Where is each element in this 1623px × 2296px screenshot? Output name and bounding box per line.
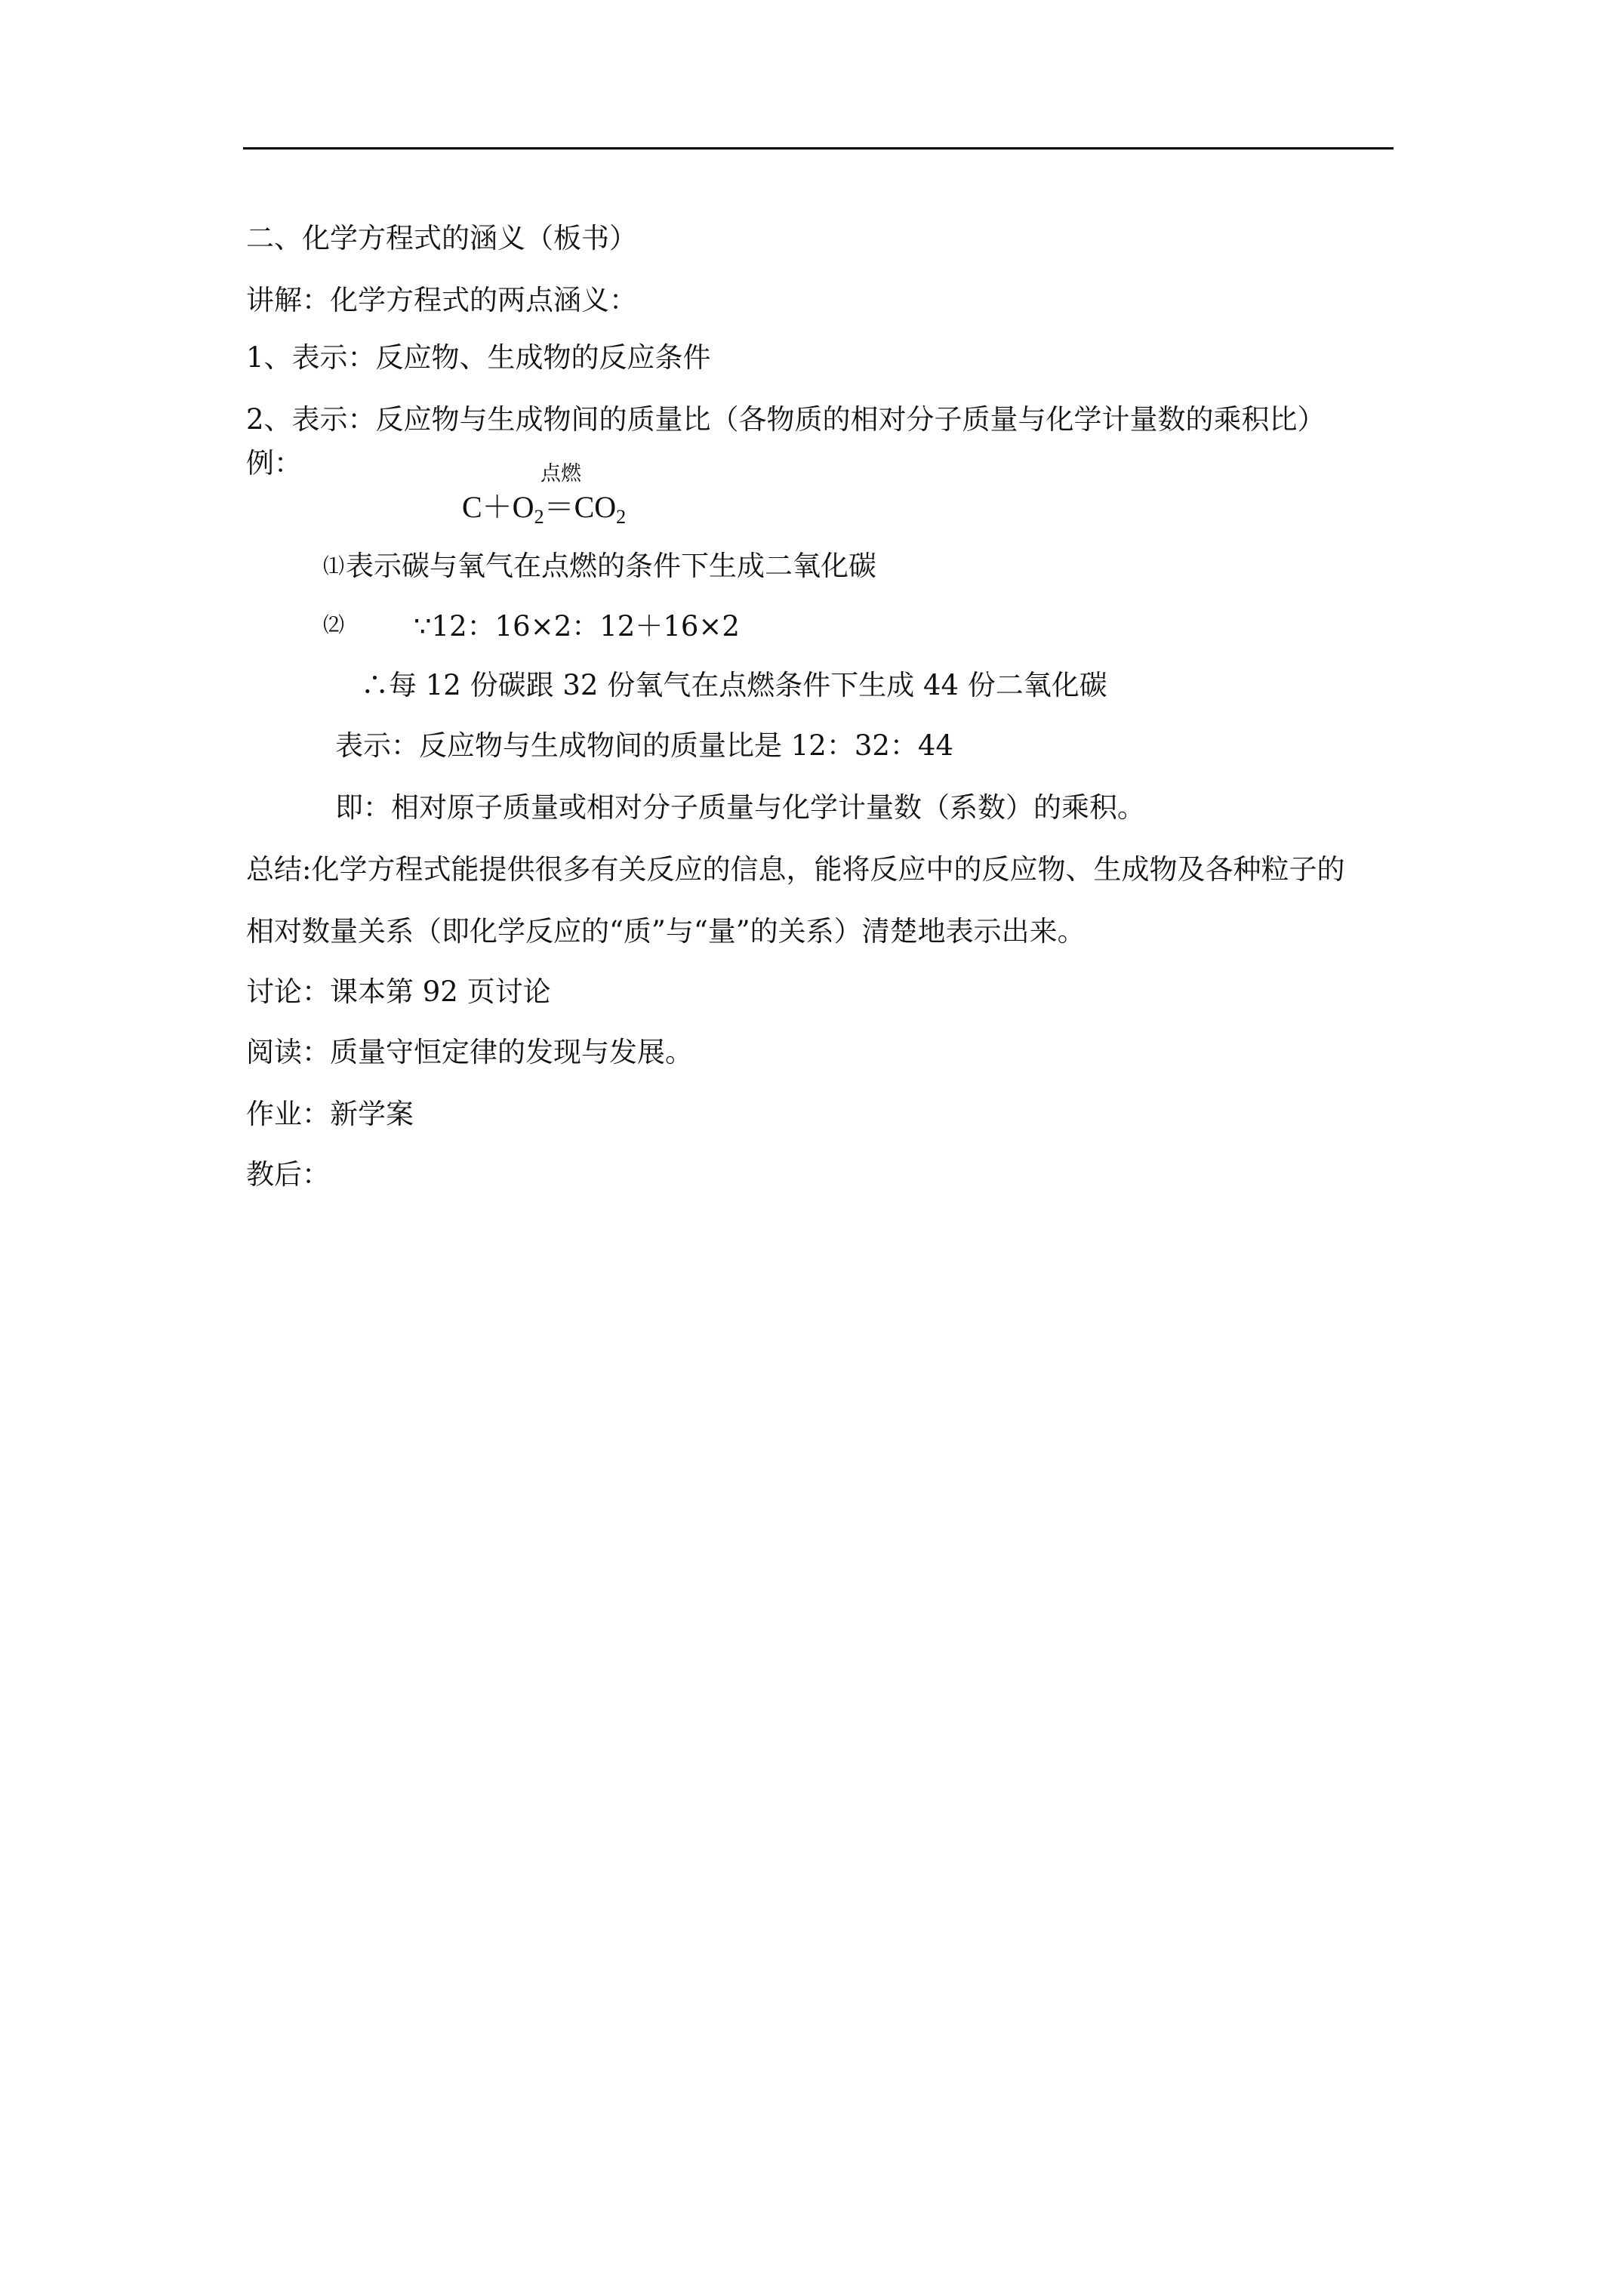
meaning-1-marker: ⑴ xyxy=(323,553,345,578)
meaning-2-therefore: ∴每 12 份碳跟 32 份氧气在点燃条件下生成 44 份二氧化碳 xyxy=(361,669,1107,701)
chemical-equation xyxy=(462,490,627,528)
reaction-condition: 点燃 xyxy=(540,462,581,485)
product-note: 即：相对原子质量或相对分子质量与化学计量数（系数）的乘积。 xyxy=(335,791,1145,824)
mass-ratio: 表示：反应物与生成物间的质量比是 12：32：44 xyxy=(335,729,954,762)
point-2: 2、表示：反应物与生成物间的质量比（各物质的相对分子质量与化学计量数的乘积比） xyxy=(246,403,1326,436)
meaning-2-because: ∵12：16×2：12＋16×2 xyxy=(414,610,740,643)
equation-reactants: C＋O xyxy=(462,490,534,524)
header-rule xyxy=(243,147,1394,149)
summary-line-1: 总结:化学方程式能提供很多有关反应的信息，能将反应中的反应物、生成物及各种粒子的 xyxy=(246,853,1345,886)
reading-line: 阅读：质量守恒定律的发现与发展。 xyxy=(246,1036,693,1068)
section-heading: 二、化学方程式的涵义（板书） xyxy=(246,222,637,254)
discussion-line: 讨论：课本第 92 页讨论 xyxy=(246,975,551,1008)
explanation-line: 讲解：化学方程式的两点涵义： xyxy=(246,284,637,316)
point-1: 1、表示：反应物、生成物的反应条件 xyxy=(246,341,711,374)
meaning-1: 表示碳与氧气在点燃的条件下生成二氧化碳 xyxy=(346,550,876,582)
equation-product: ＝CO xyxy=(544,490,617,524)
oxygen-subscript: 2 xyxy=(534,506,544,528)
example-label: 例： xyxy=(246,447,302,479)
homework-line: 作业：新学案 xyxy=(246,1098,414,1130)
meaning-2-marker: ⑵ xyxy=(323,612,345,637)
after-class-line: 教后： xyxy=(246,1158,330,1191)
summary-line-2: 相对数量关系（即化学反应的“质”与“量”的关系）清楚地表示出来。 xyxy=(246,915,1086,948)
product-subscript: 2 xyxy=(616,506,627,528)
